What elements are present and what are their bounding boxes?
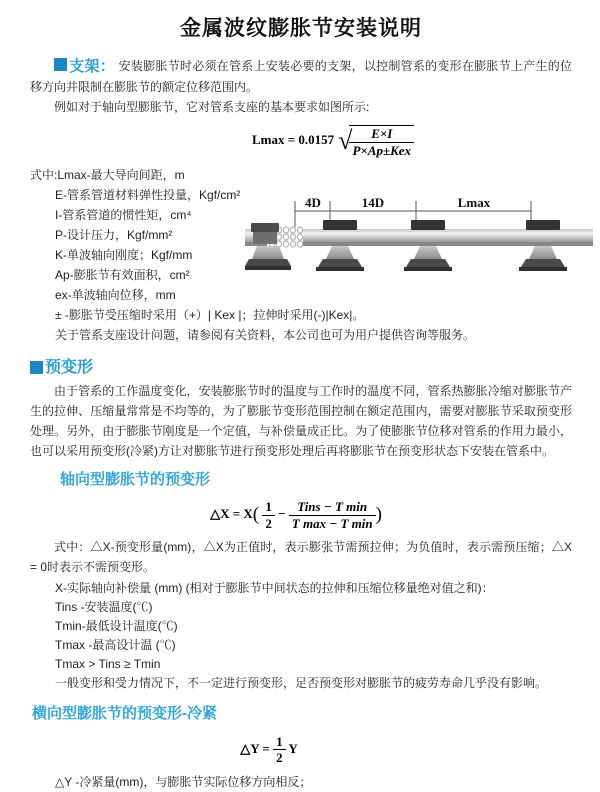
formula-denominator: P×Ap±Kex [352,142,412,158]
service-note: 关于管系支座设计问题，请参阅有关资料，本公司也可为用户提供咨询等服务。 [55,328,476,343]
definition-line: Tmax > Tins ≥ Tmin [55,656,161,671]
close-paren: ) [375,504,382,526]
para-axial-explain: 式中：△X-预变形量(mm)，△X为正值时，表示膨张节需预拉伸；为负值时，表示需预压缩；△X = 0时表示不需预变形。 [30,539,572,574]
formula-lhs: Lmax = 0.0157 [252,132,335,148]
para-support-example: 例如对于轴向型膨胀节，它对管系支座的基本要求如图所示: [54,100,370,114]
formula-numerator: E×I [349,127,414,143]
open-paren: ( [252,504,260,526]
definition-line: I-管系管道的惯性矩，cm⁴ [55,208,192,223]
axial-definitions [55,579,572,693]
pm-note: ± -膨胀节受压缩时采用（+）| Kex |；拉伸时采用(-)|Kex|。 [55,308,365,323]
definition-line: ex-单波轴向位移，mm [55,288,176,303]
lateral-definitions [55,773,572,792]
formula-rhs: Y [288,740,298,756]
section-heading-predeform: 预变形 [30,357,572,379]
definition-line: Tmin-最低设计温度(℃) [55,618,178,633]
definition-line: Tins -安装温度(℃) [55,599,153,614]
para-predeform-body: 由于管系的工作温度变化，安装膨胀节时的温度与工作时的温度不同，管系热膨胀冷缩对膨胀节产生的拉伸、压缩量常常是不均等的，为了膨胀节变形范围控制在额定范围内，需要对膨胀节采取预变形处理。另外，由于膨胀节刚度是一个定值，与补偿量成正比。为了使膨胀节位移对管系的作用力最小，也可以采用预变形(冷紧)方让对膨胀节进行预变形处理后再将膨胀节在预变形状态下安装在管系中。 [30,384,572,459]
definition-line: X-实际轴向补偿量 (mm) (相对于膨胀节中间状态的拉伸和压缩位移量绝对值之和)： [55,580,494,595]
minus-sign: − [278,506,286,522]
definition-line: K-单波轴向刚度；Kgf/mm [55,248,193,263]
formula-lhs: △Y = [240,740,270,756]
formula-radicand [349,125,414,157]
support-intro-text: 安装膨胀节时必须在管系上安装必要的支架，以控制管系的变形在膨胀节上产生的位移方向并限制在膨胀节的额定位移范围内。 [30,59,572,94]
lateral-formula [0,735,572,765]
definition-line: △Y -冷紧量(mm)，与膨胀节实际位移方向相反； [55,774,312,789]
blue-square-icon [30,361,43,374]
pipe-support-diagram [243,193,595,293]
temperature-fraction: $\frac{\text{Tins − T min}}{\text{T max − T min}}$ [289,500,376,530]
dim-label-lmax: Lmax [457,195,491,210]
radical-sign-icon: √ [338,126,353,156]
para-support-intro [30,56,572,97]
definition-line: 一般变形和受力情况下，不一定进行预变形，足否预变形对膨胀节的疲劳寿命几乎没有影响。 [55,675,548,690]
subheading-lateral: 横向型膨胀节的预变形-冷紧 [32,704,217,722]
definition-line: P-设计压力，Kgf/mm² [55,228,173,243]
page-title: 金属波纹膨胀节安装说明 [180,17,422,40]
dim-label-14d: 14D [361,195,385,210]
half-fraction: $\frac{1}{2}$ [262,500,275,530]
half-fraction: $\frac{1}{2}$ [273,735,286,765]
dim-label-4d: 4D [305,195,321,210]
definition-line: 式中:Lmax-最大导向间距，m [30,168,185,183]
section-heading-support: 支架： [69,58,116,75]
definition-line: E-管系管道材料弹性投量，Kgf/cm² [55,188,241,203]
lmax-formula [252,125,572,157]
formula-lhs: △X = X [210,506,253,522]
subheading-axial: 轴向型膨胀节的预变形 [60,471,211,489]
definition-line: Ap-膨胀节有效面积，cm² [55,268,190,283]
axial-formula [20,500,572,530]
blue-square-icon [54,58,67,71]
definition-line: Tmax -最高设计温 (℃) [55,637,176,652]
